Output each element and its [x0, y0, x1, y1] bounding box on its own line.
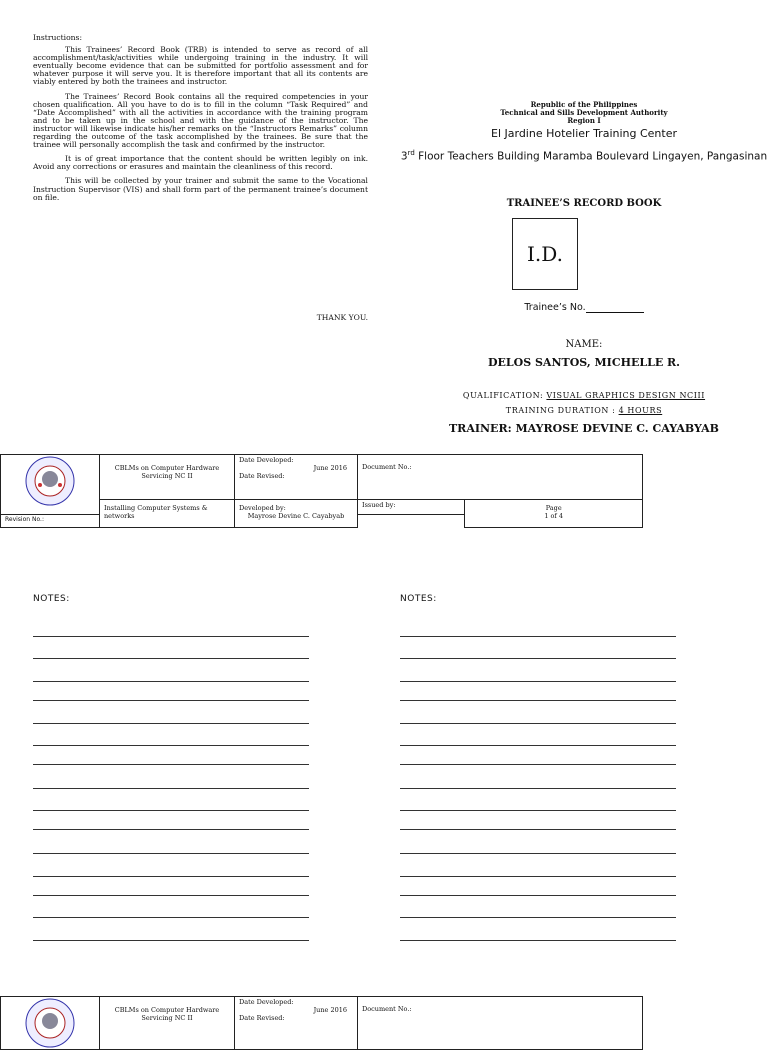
note-line[interactable]	[400, 681, 676, 682]
issued-by-cell: Issued by:	[358, 500, 465, 515]
note-line[interactable]	[400, 700, 676, 701]
note-line[interactable]	[400, 895, 676, 896]
republic-line: Republic of the Philippines	[530, 100, 638, 109]
thank-you: THANK YOU.	[316, 313, 368, 322]
page-cell: Page 1 of 4	[465, 500, 643, 528]
note-line[interactable]	[33, 917, 309, 918]
note-line[interactable]	[33, 895, 309, 896]
date-developed-cell: Date Developed: June 2016 Date Revised:	[235, 997, 358, 1050]
note-line[interactable]	[33, 940, 309, 941]
page-title: TRAINEE’S RECORD BOOK	[506, 198, 662, 209]
notes-label-left: NOTES:	[33, 594, 70, 604]
logo-cell	[1, 455, 100, 515]
note-line[interactable]	[33, 853, 309, 854]
revision-no-cell: Revision No.:	[1, 515, 100, 528]
tesda-line: Technical and Sills Development Authority	[500, 108, 668, 117]
name-label: NAME:	[565, 339, 603, 350]
institute-logo-icon	[18, 997, 82, 1049]
date-developed-cell: Date Developed: June 2016 Date Revised:	[235, 455, 358, 500]
note-line[interactable]	[33, 810, 309, 811]
training-duration: TRAINING DURATION : 4 HOURS	[505, 406, 663, 415]
cblm-cell: CBLMs on Computer Hardware Servicing NC II	[100, 455, 235, 500]
note-line[interactable]	[33, 829, 309, 830]
note-line[interactable]	[400, 745, 676, 746]
note-line[interactable]	[400, 853, 676, 854]
instructions-paragraph: It is of great importance that the content should be written legibly on ink. Avoid any corrections or erasures and maintain the cleanliness of this record.	[33, 154, 368, 172]
note-line[interactable]	[400, 636, 676, 637]
id-photo-box: I.D.	[512, 218, 578, 290]
note-line[interactable]	[33, 764, 309, 765]
trainee-number: Trainee’s No.	[400, 302, 768, 313]
note-line[interactable]	[33, 723, 309, 724]
note-line[interactable]	[400, 940, 676, 941]
note-line[interactable]	[400, 764, 676, 765]
instructions-paragraph: The Trainees’ Record Book contains all the required competencies in your chosen qualification. All you have to do is to fill in the column “Task Required” and “Date Accomplished” with all the activities in accordance with the training program and to be taken up in the school and with the guidance of the instructor. The instructor will likewise indicate his/her remarks on the “Instructors Remarks” column regarding the outcome of the task accomplished by the trainees. Be sure that the trainee will personally accomplish the task and confirmed by the instructor.	[33, 91, 368, 150]
module-cell: Installing Computer Systems & networks	[100, 500, 235, 528]
note-line[interactable]	[33, 658, 309, 659]
instructions-heading: Instructions:	[33, 33, 83, 42]
note-line[interactable]	[400, 810, 676, 811]
instructions-paragraph: This Trainees’ Record Book (TRB) is intended to serve as record of all accomplishment/task/activities while undergoing training in the industry. It will eventually become evidence that can be submitted for portfolio assessment and for whatever purpose it will serve you. It is therefore important that all its contents are viably entered by both the trainees and instructor.	[33, 45, 368, 87]
instructions-block	[33, 34, 368, 208]
institute-logo-icon	[18, 455, 82, 507]
developed-by-cell: Developed by: Mayrose Devine C. Cayabyab	[235, 500, 358, 528]
note-line[interactable]	[33, 745, 309, 746]
note-line[interactable]	[33, 700, 309, 701]
note-line[interactable]	[400, 917, 676, 918]
name-value: DELOS SANTOS, MICHELLE R.	[487, 356, 681, 369]
note-line[interactable]	[400, 723, 676, 724]
note-line[interactable]	[33, 636, 309, 637]
note-line[interactable]	[33, 681, 309, 682]
trainee-number-blank[interactable]	[586, 302, 644, 313]
notes-label-right: NOTES:	[400, 594, 437, 604]
note-line[interactable]	[400, 876, 676, 877]
document-header-table	[0, 996, 643, 1050]
center-address: 3rd Floor Teachers Building Maramba Boulevard Lingayen, Pangasinan	[400, 149, 768, 163]
note-line[interactable]	[400, 829, 676, 830]
document-no-cell: Document No.:	[358, 997, 643, 1050]
region-line: Region I	[567, 116, 601, 125]
document-header-table	[0, 454, 643, 528]
note-line[interactable]	[33, 876, 309, 877]
note-line[interactable]	[400, 788, 676, 789]
logo-cell	[1, 997, 100, 1050]
qualification: QUALIFICATION: VISUAL GRAPHICS DESIGN NCIII	[462, 391, 706, 400]
instructions-paragraph: This will be collected by your trainer and submit the same to the Vocational Instruction Supervisor (VIS) and shall form part of the permanent trainee’s document on file.	[33, 176, 368, 202]
trainer-name: TRAINER: MAYROSE DEVINE C. CAYABYAB	[449, 422, 719, 435]
document-no-cell: Document No.:	[358, 455, 643, 500]
note-line[interactable]	[400, 658, 676, 659]
center-name: El Jardine Hotelier Training Center	[491, 127, 677, 140]
agency-header	[400, 101, 768, 125]
note-line[interactable]	[33, 788, 309, 789]
cblm-cell: CBLMs on Computer Hardware Servicing NC II	[100, 997, 235, 1050]
